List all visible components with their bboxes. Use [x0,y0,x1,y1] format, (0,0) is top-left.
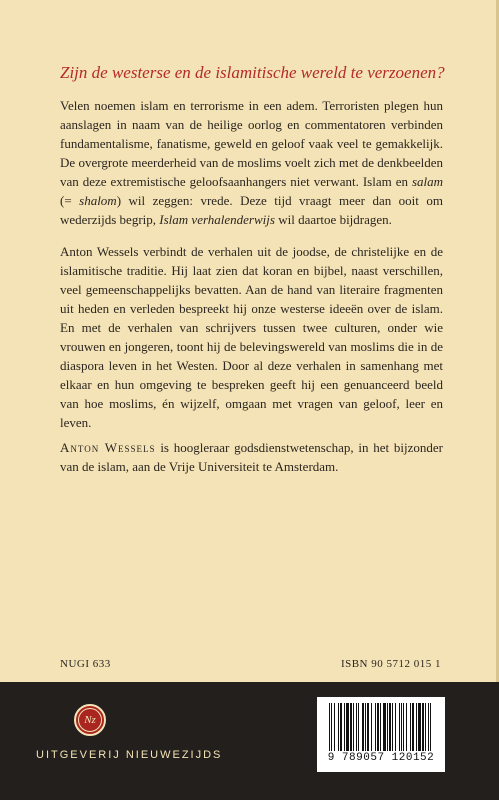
isbn-number: ISBN 90 5712 015 1 [340,658,441,670]
barcode-number: 9 789057 120152 [327,752,435,764]
barcode-bar [428,703,429,751]
barcode-bar [362,703,364,751]
word-salam: salam [411,174,443,189]
barcode-bar [412,703,414,751]
barcode-bar [389,703,391,751]
barcode-bar [329,703,330,751]
nugi-code: NUGI 633 [60,658,111,670]
barcode-bar [353,703,354,751]
barcode-bar [350,703,352,751]
barcode-bar [365,703,366,751]
author-bio-text: is hoogleraar godsdienstwetenschap, in het bijzonder van de islam, aan de Vrije Universiteit te Amsterdam. [60,440,444,474]
barcode [317,697,445,772]
barcode-bars-icon [327,703,435,755]
barcode-bar [338,703,339,751]
barcode-bar [425,703,426,751]
barcode-bar [410,703,411,751]
publisher-logo-icon [74,704,106,736]
barcode-bar [371,703,372,751]
barcode-bar [344,703,345,751]
barcode-bar [418,703,421,751]
barcode-bar [430,703,431,751]
barcode-bar [346,703,349,751]
blurb-paragraph-1 [60,96,443,229]
blurb-paragraph-2: Anton Wessels verbindt de verhalen uit de joodse, de christelijke en de islamitische traditie. Hij laat zien dat koran en bijbel, naast verschillen, veel gemeenschappelijks bevatten. Aan de hand van literaire fragmenten uit heden en verleden bespreekt hij onze westerse ideeën over de islam. En met de verhalen van schrijvers tussen twee culturen, onder wie vrouwen en jongeren, toont hij de belevingswereld van moslims die in de diaspora leven in het Westen. Door al deze verhalen in samenhang met elkaar en hun omgeving te bespreken geeft hij een genuanceerd beeld van hoe moslims, én wijzelf, omgaan met vragen van geloof, leer en leven. [60,244,443,430]
publisher-logo-text: Nz [78,708,102,732]
barcode-bar [340,703,342,751]
barcode-bar [406,703,407,751]
barcode-bar [380,703,381,751]
barcode-bar [383,703,386,751]
p1-text-a: Velen noemen islam en terrorisme in een adem. Terroristen plegen hun aanslagen in naam van de heilige oorlog en commentatoren verbinden fundamentalisme, fanatisme, geweld en geloof vaak veel te gemakkelijk. De overgrote meerderheid van de moslims voelt zich met de denkbeelden van deze extremistische geloofsaanhangers niet verwant. Islam en [60,98,443,189]
author-name: Anton Wessels [60,440,156,455]
barcode-bar [375,703,376,751]
barcode-bar [387,703,388,751]
author-bio [60,438,443,476]
barcode-bar [356,703,357,751]
barcode-bar [334,703,335,751]
barcode-bar [399,703,400,751]
barcode-bar [358,703,359,751]
barcode-bar [367,703,369,751]
book-title-inline: Islam verhalenderwijs [159,212,275,227]
word-shalom: shalom [79,193,117,208]
barcode-bar [331,703,332,751]
barcode-bar [377,703,379,751]
barcode-bar [392,703,393,751]
barcode-bar [395,703,396,751]
p1-text-b: ) wil zeggen: vrede. Deze tijd vraagt meer dan ooit om wederzijds begrip, [60,193,443,227]
p1-text-c: wil daartoe bijdragen. [274,212,392,227]
barcode-bar [422,703,424,751]
barcode-bar [401,703,402,751]
blurb-heading: Zijn de westerse en de islamitische wereld te verzoenen? [60,63,445,82]
barcode-bar [403,703,404,751]
publisher-name: UITGEVERIJ NIEUWEZIJDS [36,749,223,761]
p1-paren: (= [60,193,80,208]
barcode-bar [416,703,417,751]
